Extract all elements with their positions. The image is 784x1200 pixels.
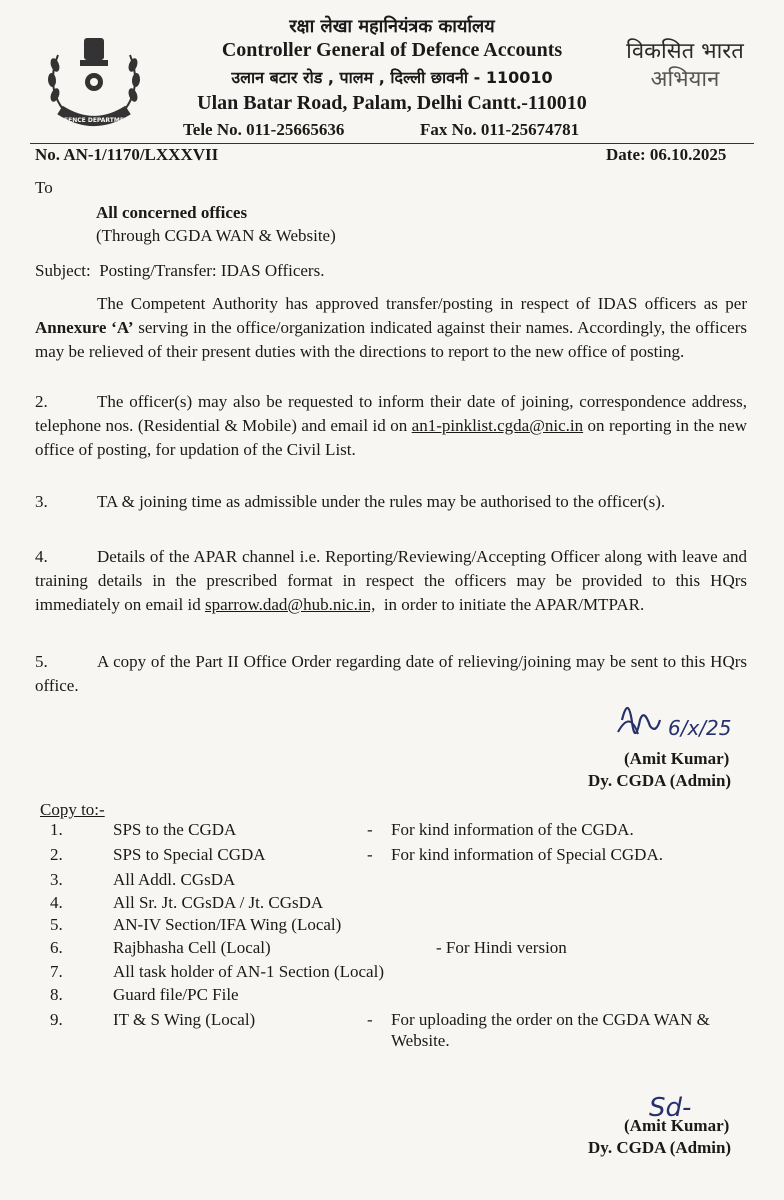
copy-item-number: 5. (50, 915, 63, 934)
copy-to-item (0, 985, 784, 1007)
copy-to-item (0, 915, 784, 937)
copy-item-recipient: AN-IV Section/IFA Wing (Local) (113, 915, 342, 934)
copy-item-recipient: All Addl. CGsDA (113, 870, 236, 889)
copy-item-recipient: Guard file/PC File (113, 985, 239, 1004)
office-name: Controller General of Defence Accounts (221, 39, 563, 61)
signatory-2-name: (Amit Kumar) (624, 1116, 730, 1135)
p5-text: A copy of the Part II Office Order regarding date of relieving/joining may be sent to this HQrs office. (35, 652, 747, 695)
copy-item-number: 9. (50, 1010, 63, 1029)
hindi-address: उलान बटार रोड , पालम , दिल्ली छावनी - 110010 (231, 68, 553, 87)
office-address: Ulan Batar Road, Palam, Delhi Cantt.-110010 (197, 92, 587, 114)
copy-item-dash: - (367, 845, 373, 864)
copy-item-recipient: SPS to the CGDA (113, 820, 237, 839)
copy-item-dash: - (367, 820, 373, 839)
copy-item-number: 7. (50, 962, 63, 981)
copy-item-recipient: IT & S Wing (Local) (113, 1010, 256, 1029)
telephone-number: Tele No. 011-25665636 (183, 120, 345, 139)
copy-item-recipient: Rajbhasha Cell (Local) (113, 938, 271, 957)
addressee-name: All concerned offices (96, 203, 248, 222)
copy-item-recipient: SPS to Special CGDA (113, 845, 266, 864)
p3-text: TA & joining time as admissible under the rules may be authorised to the officer(s). (97, 492, 666, 511)
p3-num: 3. (35, 492, 48, 511)
signatory-2-designation: Dy. CGDA (Admin) (588, 1138, 732, 1157)
copy-item-purpose: For kind information of the CGDA. (391, 820, 634, 839)
copy-to-item (0, 938, 784, 960)
copy-to-item (0, 820, 784, 842)
emblem-text: DEFENCE DEPARTMENT (54, 117, 134, 124)
subject-line: Subject: Posting/Transfer: IDAS Officers. (35, 261, 325, 280)
annexure-ref: Annexure ‘A’ (35, 318, 134, 337)
copy-to-item (0, 1010, 784, 1032)
p2-text-a: The officer(s) may also be requested to inform their date of joining, correspondence address, telephone nos. (Residential & Mobile) and email id on (35, 392, 747, 435)
addressee-via: (Through CGDA WAN & Website) (96, 226, 336, 245)
signatory-1-name: (Amit Kumar) (624, 749, 730, 768)
paragraph-1 (35, 292, 747, 364)
copy-item-9-continued: Website. (391, 1031, 450, 1050)
pinklist-email-link[interactable]: an1-pinklist.cgda@nic.in (411, 416, 584, 435)
copy-item-number: 8. (50, 985, 63, 1004)
paragraph-4 (35, 545, 747, 617)
copy-item-recipient: All task holder of AN-1 Section (Local) (113, 962, 384, 981)
signatory-1-designation: Dy. CGDA (Admin) (588, 771, 732, 790)
signature-1-date: 6/x/25 (668, 716, 732, 740)
logo-line1: विकसित भारत (626, 39, 744, 64)
copy-item-purpose: For uploading the order on the CGDA WAN & (391, 1010, 710, 1029)
paragraph-3 (35, 490, 747, 514)
copy-item-number: 3. (50, 870, 63, 889)
copy-item-recipient: All Sr. Jt. CGsDA / Jt. CGsDA (113, 893, 324, 912)
copy-to-item (0, 893, 784, 915)
copy-to-item (0, 870, 784, 892)
logo-line2: अभियान (650, 67, 720, 92)
p4-num: 4. (35, 547, 48, 566)
viksit-bharat-logo (610, 38, 760, 108)
p4-text-a: Details of the APAR channel i.e. Reporting/Reviewing/Accepting Officer along with leave and training details in the prescribed format in respect the officers may be provided to this HQrs immediately on email id (35, 547, 747, 614)
copy-to-item (0, 962, 784, 984)
copy-to-heading: Copy to:- (40, 800, 105, 819)
p1-text-a: The Competent Authority has approved transfer/posting in respect of IDAS officers as per (97, 294, 747, 313)
copy-item-purpose: For kind information of Special CGDA. (391, 845, 663, 864)
paragraph-2 (35, 390, 747, 462)
copy-item-number: 1. (50, 820, 63, 839)
p2-num: 2. (35, 392, 48, 411)
copy-item-number: 2. (50, 845, 63, 864)
p5-num: 5. (35, 652, 48, 671)
copy-to-item (0, 845, 784, 867)
hindi-office-name: रक्षा लेखा महानियंत्रक कार्यालय (289, 16, 495, 37)
copy-item-dash: - (367, 1010, 373, 1029)
p1-text-b: serving in the office/organization indicated against their names. Accordingly, the officers may be relieved of their present duties with the directions to report to the new office of posting. (35, 318, 747, 361)
signature-2-text: Sd- (649, 1093, 692, 1123)
letter-date: Date: 06.10.2025 (606, 145, 727, 164)
copy-item-dash: - For Hindi version (436, 938, 567, 957)
header-rule (30, 143, 754, 144)
copy-item-number: 4. (50, 893, 63, 912)
copy-item-number: 6. (50, 938, 63, 957)
to-label: To (35, 178, 53, 197)
reference-number: No. AN-1/1170/LXXXVII (35, 145, 219, 164)
fax-number: Fax No. 011-25674781 (420, 120, 580, 139)
p2-text-b: on reporting in the new office of posting, for updation of the Civil List. (35, 416, 747, 459)
sparrow-email-link[interactable]: sparrow.dad@hub.nic.in, (204, 595, 376, 614)
p4-text-b: in order to initiate the APAR/MTPAR. (375, 595, 645, 614)
